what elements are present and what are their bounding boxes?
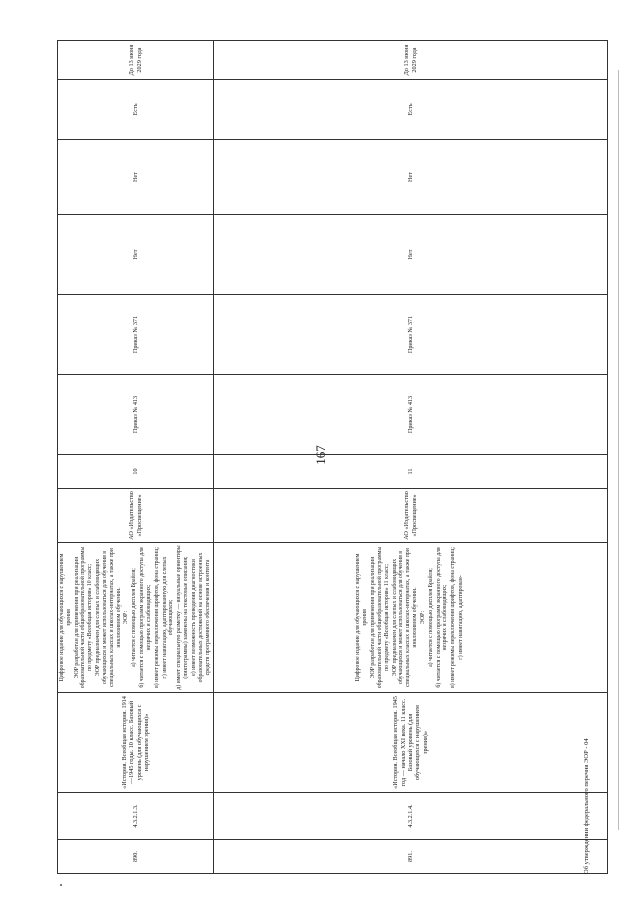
footer-text: Об утверждении федерального перечня ЭОР - 04 [583, 738, 590, 874]
page-number: 167 [312, 445, 328, 465]
table-container [57, 41, 608, 874]
row-grade: 10 [58, 455, 214, 489]
row-col-c: Есть [214, 80, 608, 140]
row-code: 4.3.2.1.3. [58, 793, 214, 840]
row-code: 4.3.2.1.4. [214, 793, 608, 840]
row-col-b: Нет [214, 140, 608, 215]
row-publisher: АО «Издательство «Просвещение» [214, 489, 608, 543]
row-grade: 11 [214, 455, 608, 489]
scan-edge [618, 70, 619, 830]
register-table [57, 40, 608, 874]
row-col-b: Нет [58, 140, 214, 215]
scan-dot [60, 884, 62, 886]
row-deadline: До 13 июня 2029 года [214, 41, 608, 80]
row-order-b: Приказ № 371 [58, 295, 214, 375]
row-number: 890. [58, 840, 214, 874]
row-title: «История. Всеобщая история. 1914—1945 годы. 10 класс. Базовый уровень (для обучающихся с нарушением зрения)» [58, 693, 214, 793]
row-title: «История. Всеобщая история. 1945 год — начало XXI века. 11 класс. Базовый уровень (для обучающихся с нарушением зрения)» [214, 693, 608, 793]
row-number: 891. [214, 840, 608, 874]
footer [583, 41, 595, 874]
table-row [214, 41, 608, 874]
row-col-a: Нет [214, 215, 608, 295]
row-deadline: До 13 июня 2029 года [58, 41, 214, 80]
rotated-table [57, 41, 608, 874]
row-col-a: Нет [58, 215, 214, 295]
row-description: Цифровое издание для обучающихся с нарушением зрения ЭОР разработан для применения при реализации образовательной части общеобразовательной программы по предмету «Всеобщая история» 10 класс; ЭОР предназначен для слепых и слабовидящих обучающихся и может использоваться для обучения в специальных классах и школах-интернатах, а также при инклюзивном обучении. ЭОР: а) читается с помощью дисплея Брайля; б) читается с помощью программ экранного доступа для незрячих и слабовидящих; в) имеет режимы переключения шрифтов, фона страниц; г) имеет навигацию, адаптированную для слепых обучающихся; д) имеет специальную разметку — визуальные ориентиры (пиктограммы) заменены на текстовые описания; е) имеет возможность проведения диагностики образовательных достижений на основе встроенных средств программного обеспечения и контента [58, 543, 214, 693]
row-order-a: Приказ № 413 [58, 375, 214, 455]
row-description: Цифровое издание для обучающихся с нарушением зрения ЭОР разработан для применения при реализации образовательной части общеобразовательной программы по предмету «Всеобщая история» 11 класс; ЭОР предназначен для слепых и слабовидящих обучающихся и может использоваться для обучения в специальных классах и школах-интернатах, а также при инклюзивном обучении. ЭОР: а) читается с помощью дисплея Брайля; б) читается с помощью программ экранного доступа для незрячих и слабовидящих; в) имеет режимы переключения шрифтов, фона страниц; г) имеет навигацию, адаптирован- [214, 543, 608, 693]
row-order-b: Приказ № 371 [214, 295, 608, 375]
table-row [58, 41, 214, 874]
row-publisher: АО «Издательство «Просвещение» [58, 489, 214, 543]
row-col-c: Есть [58, 80, 214, 140]
row-order-a: Приказ № 413 [214, 375, 608, 455]
